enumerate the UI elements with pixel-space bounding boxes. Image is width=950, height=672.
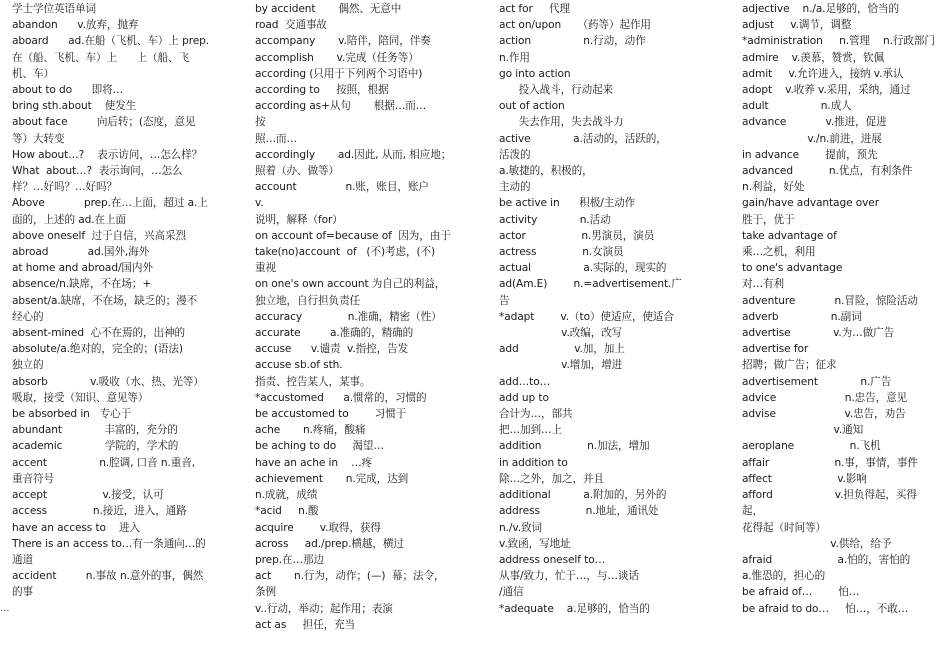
vocab-line: 在（船、飞机、车）上 上（船、飞 [12,51,190,64]
vocab-line: 乘…之机，利用 [742,246,816,259]
vocab-line: v.供给，给予 [742,537,892,550]
vocab-line: v..行动，举动；起作用；表演 [255,602,393,615]
vocab-line: n.成就，成绩 [255,489,318,502]
vocab-line: accept v.接受，认可 [12,489,164,502]
vocab-line: on account of=because of 因为，由于 [255,229,451,242]
vocab-line: have an access to 进入 [12,521,140,534]
vocab-line: 合计为…，部共 [499,408,573,421]
vocab-line: accent n.腔调, 口音 n.重音, [12,456,196,469]
vocab-line: afford v.担负得起，买得起， [742,489,917,518]
vocab-line: accurate a.准确的，精确的 [255,327,414,340]
vocab-line: in addition to [499,456,568,469]
vocab-line: act for 代理 [499,3,571,15]
vocab-line: on one's own account 为自己的利益， [255,278,446,291]
vocab-line: ache n.疼痛，酸痛 [255,424,366,437]
vocab-line: according to 按照，根据 [255,84,389,97]
vocab-line: 招聘；做广告；征求 [742,359,837,372]
vocab-line: account n.账，账目，账户 v. [255,181,446,210]
vocab-line: go into action [499,67,571,80]
vocab-line: *adapt v.（to）使适应，使适合 [499,310,674,323]
vocab-line: n.利益，好处 [742,181,805,194]
vocab-line: 的事 [12,586,33,599]
vocab-line: prep.在…那边 [255,553,324,566]
vocab-line: v.致函，写地址 [499,537,571,550]
vocab-line: advice n.忠告，意见 [742,391,908,404]
vocab-line: aeroplane n.飞机 [742,440,881,453]
vocab-line: out of action [499,100,565,113]
vocab-line: 照…而… [255,132,297,145]
vocab-line: additional a.附加的，另外的 [499,489,667,502]
vocab-line: There is an access to…有一条通向…的 [12,537,206,550]
vocab-line: be afraid of… 怕… [742,586,860,599]
vocab-line: adult n.成人 [742,100,852,113]
vocab-line: advertise for [742,343,809,356]
vocab-line: 从事/致力，忙于…，与…谈话 [499,570,639,583]
vocab-line: in advance 提前，预先 [742,148,878,161]
vocab-line: admit v.允许进入，接纳 v.承认 [742,67,904,80]
vocab-line: v.增加，增进 [499,359,623,372]
vocab-line: 学士学位英语单词 [12,3,96,15]
vocab-column-1 [12,1,212,601]
vocab-line: 样？…好吗？…好吗？ [12,181,117,194]
vocab-line: activity n.活动 [499,213,611,226]
vocab-line: take advantage of [742,229,837,242]
vocab-line: How about…? 表示访问，…怎么样？ [12,148,203,161]
vocab-line: be afraid to do… 怕…，不敢… [742,602,909,615]
vocab-line: adopt v.收养 v.采用，采纳，通过 [742,84,911,97]
vocab-line: adventure n.冒险，惊险活动 [742,294,918,307]
vocab-line: be accustomed to 习惯于 [255,408,407,421]
vocab-line: active a.活动的，活跃的， [499,132,667,145]
vocab-line: 花得起（时间等） [742,521,826,534]
vocab-line: advise v.忠告，劝告 [742,408,906,421]
vocab-line: accuse sb.of sth. [255,359,343,372]
vocab-line: absence/n.缺席，不在场；+ [12,278,152,291]
vocab-line: *accustomed a.惯常的，习惯的 [255,391,427,404]
vocab-line: 面的，上述的 ad.在上面 [12,213,126,226]
vocab-line: 条例 [255,586,276,599]
vocab-line: achievement n.完成，达到 [255,472,409,485]
vocab-line: 等）大转变 [12,132,65,145]
vocab-line: What about…? 表示询问，…怎么 [12,165,183,178]
vocab-line: /通信 [499,586,524,599]
vocab-line: adverb n.副词 [742,310,862,323]
vocab-line: a.惟恐的，担心的 [742,570,826,583]
vocab-line: *acid n.酸 [255,505,319,518]
vocab-line: access n.接近，进入，通路 [12,505,187,518]
vocab-line: 独立地，自行担负责任 [255,294,360,307]
vocab-line: be active in 积极/主动作 [499,197,636,210]
vocab-line: accident n.事故 n.意外的事，偶然 [12,570,204,583]
vocab-line: absorb v.吸收（水、热、光等） [12,375,204,388]
vocab-line: 失去作用，失去战斗力 [499,116,624,129]
vocab-line: at home and abroad/国内外 [12,262,153,275]
vocab-line: according (只用于下列两个习语中) [255,67,423,80]
vocab-line: have an ache in …疼 [255,456,373,469]
vocab-line: according as+从句 根据…而… 按 [255,100,450,129]
vocab-line: action n.行动，动作 [499,35,646,48]
vocab-line: 活泼的 [499,148,531,161]
vocab-line: add v.加，加上 [499,343,625,356]
vocab-line: act as 担任，充当 [255,618,356,631]
vocab-line: be aching to do 渴望… [255,440,384,453]
vocab-line: 经心的 [12,310,44,323]
vocab-line: above oneself 过于自信，兴高采烈 [12,229,186,242]
vocab-column-2 [255,1,453,633]
vocab-line: be absorbed in 专心于 [12,408,132,421]
vocab-line: adjust v.调节，调整 [742,19,852,32]
vocab-line: n.作用 [499,51,530,64]
vocab-line: about face 向后转；(态度，意见 [12,116,196,129]
vocab-line: abandon v.放弃，抛弃 [12,19,139,32]
vocab-line: adjective n./a.足够的，恰当的 [742,3,900,15]
vocab-line: *administration n.管理 n.行政部门 [742,35,935,48]
vocab-line: about to do 即将… [12,84,124,97]
vocab-line: address oneself to… [499,553,606,566]
vocab-line: aboard ad.在船（飞机、车）上 prep. [12,35,210,48]
vocab-line: accompany v.陪伴，陪同，伴奏 [255,35,431,48]
vocab-column-3 [499,1,689,617]
vocab-line: 重音符号 [12,472,54,485]
vocab-line: road 交通事故 [255,19,327,32]
vocab-line: 除…之外，加之，并且 [499,472,604,485]
vocab-line: admire v.羡慕，赞赏，钦佩 [742,51,885,64]
vocab-line: acquire v.取得，获得 [255,521,381,534]
vocab-line: academic 学院的，学术的 [12,440,179,453]
vocab-line: afraid a.怕的，害怕的 [742,553,911,566]
vocab-line: n./v.致词 [499,521,542,534]
vocab-line: v./n.前进，进展 [742,132,882,145]
vocab-line: 胜于，优于 [742,213,795,226]
vocab-line: 投入战斗，行动起来 [499,84,614,97]
vocab-line: absent-mined 心不在焉的，出神的 [12,327,185,340]
vocab-line: *adequate a.足够的，恰当的 [499,602,650,615]
vocab-line: accuracy n.准确，精密（性） [255,310,442,323]
vocab-line: advance v.推进，促进 [742,116,887,129]
vocab-line: 通道 [12,553,33,566]
vocab-line: absolute/a.绝对的，完全的；(语法) [12,343,183,356]
vocab-line: absent/a.缺席，不在场，缺乏的；漫不 [12,294,198,307]
vocab-line: affect v.影响 [742,472,867,485]
vocab-line: accomplish v.完成（任务等） [255,51,419,64]
vocab-line: 机、车） [12,67,54,80]
vocab-line: 主动的 [499,181,531,194]
vocab-line: to one's advantage [742,262,843,275]
page-continuation-ellipsis: ... [0,603,10,614]
vocab-line: act on/upon （药等）起作用 [499,19,651,32]
vocab-line: 指责、控告某人，某事。 [255,375,371,388]
vocab-line: 重视 [255,262,276,275]
vocab-line: 把…加到…上 [499,424,562,437]
vocab-line: Above prep.在…上面，超过 a.上 [12,197,208,210]
vocab-line: v.通知 [742,424,864,437]
vocab-line: 对…有利 [742,278,784,291]
vocab-line: 独立的 [12,359,44,372]
vocab-line: add up to [499,391,549,404]
vocab-column-4 [742,1,937,617]
vocab-line: affair n.事，事情，事件 [742,456,918,469]
vocab-line: take(no)account of (不)考虑，(不) [255,246,436,259]
vocab-line: advanced n.优点，有利条件 [742,165,913,178]
vocab-line: abroad ad.国外,海外 [12,246,150,259]
vocab-line: a.敏捷的，积极的， [499,165,593,178]
vocab-line: gain/have advantage over [742,197,879,210]
vocab-line: act n.行为，动作；(—) 幕；法令， [255,570,445,583]
vocab-line: accordingly ad.因此, 从而, 相应地； [255,148,452,161]
vocab-line: 照着（办、做等） [255,165,339,178]
vocab-line: 说明，解释（for） [255,213,343,226]
vocab-line: bring sth.about 使发生 [12,100,137,113]
vocab-line: abundant 丰富的，充分的 [12,424,178,437]
vocab-line: by accident 偶然、无意中 [255,3,402,15]
vocab-line: ad(Am.E) n.=advertisement.广告 [499,278,682,307]
vocab-line: actor n.男演员，演员 [499,229,655,242]
vocab-line: advertise v.为…做广告 [742,327,895,340]
vocab-line: addition n.加法，增加 [499,440,650,453]
vocab-line: advertisement n.广告 [742,375,892,388]
vocab-line: add…to… [499,375,551,388]
vocab-line: across ad./prep.横越，横过 [255,537,404,550]
vocab-line: address n.地址，通讯处 [499,505,659,518]
vocab-line: actual a.实际的，现实的 [499,262,667,275]
vocab-line: 吸取，接受（知识、意见等） [12,391,149,404]
vocab-line: accuse v.谴责 v.指控，告发 [255,343,409,356]
vocab-line: v.改编，改写 [499,327,623,340]
vocab-line: actress n.女演员 [499,246,624,259]
